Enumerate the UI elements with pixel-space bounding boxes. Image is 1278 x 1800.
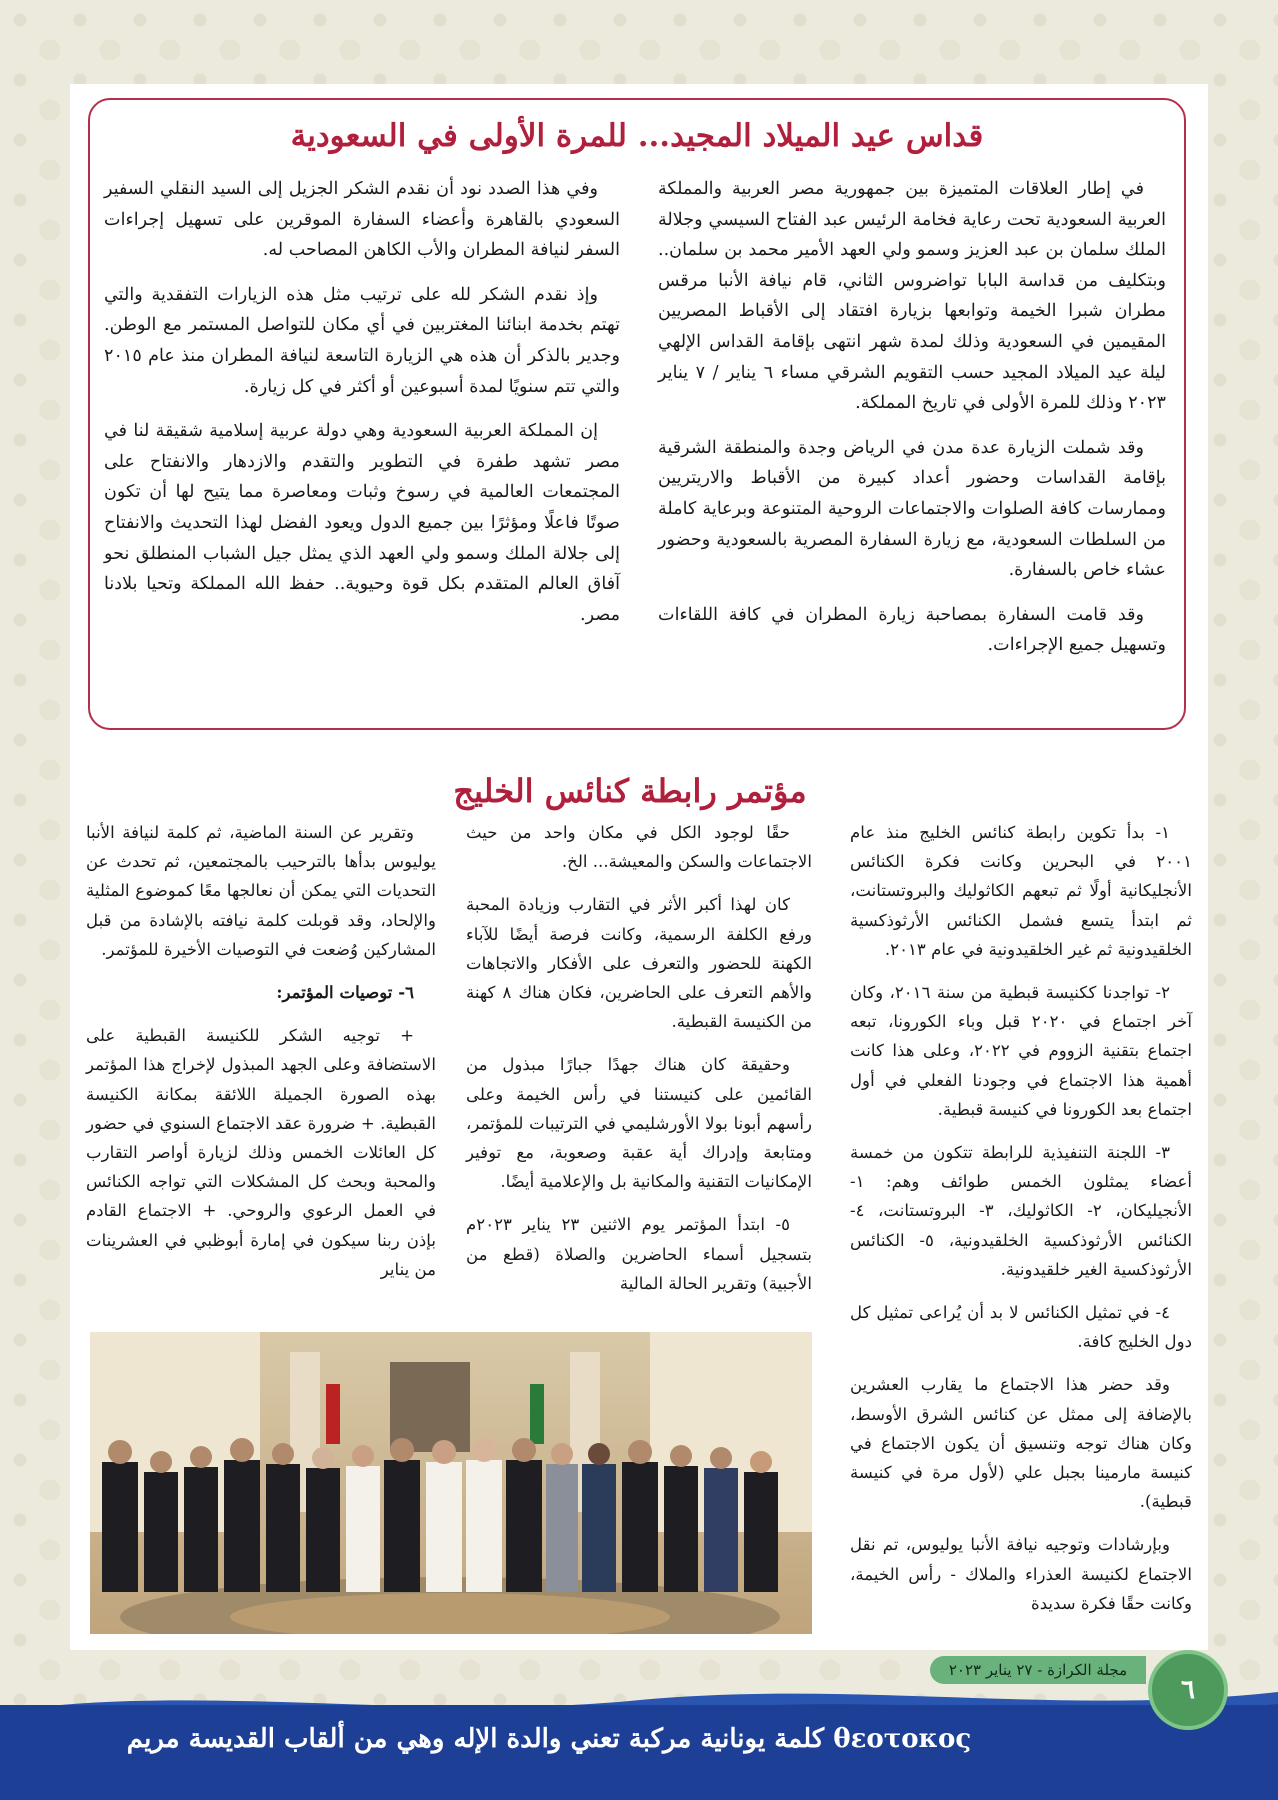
paragraph: كان لهذا أكبر الأثر في التقارب وزيادة المحبة ورفع الكلفة الرسمية، وكانت فرصة أيضًا للآباء الكهنة للحضور والتعرف على الأفكار والاتجاهات والأهم التعرف على الحاضرين، فكان هناك ٨ كهنة من الكنيسة القبطية.: [466, 895, 813, 1032]
article-column-right: [850, 818, 1192, 1632]
section-heading: ٦- توصيات المؤتمر:: [276, 982, 414, 1003]
paragraph: وبإرشادات وتوجيه نيافة الأنبا يوليوس، تم نقل الاجتماع لكنيسة العذراء والملاك - رأس الخيمة، وكانت حقًا فكرة سديدة: [850, 1535, 1192, 1613]
paragraph: + توجيه الشكر للكنيسة القبطية على الاستضافة وعلى الجهد المبذول لإخراج هذا المؤتمر بهذه الصورة الجميلة اللائقة بمكانة الكنيسة القبطية. + ضرورة عقد الاجتماع السنوي في حضور كل العائلات الخمس وذلك لزيارة أواصر التقارب والمحبة وبحث كل المشكلات التي تواجه الكنائس في العمل الرعوي والروحي. + الاجتماع القادم بإذن ربنا سيكون في إمارة أبوظبي في العشرينات من يناير: [86, 1026, 436, 1279]
article-title-gulf-churches: مؤتمر رابطة كنائس الخليج: [453, 772, 807, 810]
paragraph: ٣- اللجنة التنفيذية للرابطة تتكون من خمسة أعضاء يمثلون الخمس طوائف وهم: ١- الأنجيليكان، ٢- الكاثوليك، ٣- البروتستانت، ٤- الكنائس الأرثوذكسية الخلقيدونية، ٥- الكنائس الأرثوذكسية الغير خلقيدونية.: [850, 1143, 1192, 1279]
paragraph: ١- بدأ تكوين رابطة كنائس الخليج منذ عام ٢٠٠١ في البحرين وكانت فكرة الكنائس الأنجليكانية أولًا ثم تبعهم الكاثوليك والبروتستانت، ثم ابتدأ يتسع فشمل الكنائس الأرثوذكسية الخلقيدونية ثم غير الخلقيدونية في عام ٢٠١٣.: [850, 823, 1192, 959]
article-title: قداس عيد الميلاد المجيد... للمرة الأولى في السعودية: [290, 118, 984, 154]
footer-caption: θεοτοκος كلمة يونانية مركبة تعني والدة الإله وهي من ألقاب القديسة مريم: [126, 1724, 972, 1754]
article-column-middle: [466, 818, 812, 1312]
article-column-left: [86, 818, 436, 1298]
paragraph: في إطار العلاقات المتميزة بين جمهورية مصر العربية والمملكة العربية السعودية تحت رعاية فخامة الرئيس عبد الفتاح السيسي وجلالة الملك سلمان بن عبد العزيز وسمو ولي العهد الأمير محمد بن سلمان.. وبتكليف من قداسة البابا تواضروس الثاني، قام نيافة الأنبا مرقس مطران شبرا الخيمة وتوابعها بزيارة افتقاد إلى الأقباط المصريين المقيمين في السعودية وذلك لمدة شهر انتهى بإقامة القداس الإلهي ليلة عيد الميلاد المجيد حسب التقويم الشرقي مساء ٦ يناير / ٧ يناير ٢٠٢٣ وذلك للمرة الأولى في تاريخ المملكة.: [658, 179, 1166, 414]
article-column-right: [658, 174, 1166, 675]
paragraph: ٢- تواجدنا ككنيسة قبطية من سنة ٢٠١٦، وكان آخر اجتماع في ٢٠٢٠ قبل وباء الكورونا، تبعه اجتماع بتقنية الزووم في ٢٠٢٢، وعلى هذا كانت أهمية هذا الاجتماع في وجودنا الفعلي في أول اجتماع بعد الكورونا في كنيسة قبطية.: [850, 983, 1192, 1119]
paragraph: وحقيقة كان هناك جهدًا جبارًا مبذول من القائمين على كنيستنا في رأس الخيمة وعلى رأسهم أبونا بولا الأورشليمي في الترتيبات للمؤتمر، ومتابعة وإدراك أية عقبة وصعوبة، مع توفير الإمكانيات التقنية والمكانية بل والإعلامية أيضًا.: [466, 1055, 812, 1192]
paragraph: وتقرير عن السنة الماضية، ثم كلمة لنيافة الأنبا يوليوس بدأها بالترحيب بالمجتمعين، ثم تحدث عن التحديات التي يمكن أن نعالجها معًا كموضوع المثلية والإلحاد، وقد قوبلت كلمة نيافته بالإشادة من قبل المشاركين وُضعت في التوصيات الأخيرة للمؤتمر.: [86, 823, 436, 959]
issue-label: مجلة الكرازة - ٢٧ يناير ٢٠٢٣: [930, 1656, 1146, 1684]
paragraph: ٥- ابتدأ المؤتمر يوم الاثنين ٢٣ يناير ٢٠٢٣م بتسجيل أسماء الحاضرين والصلاة (قطع من الأجبية) وتقرير الحالة المالية: [466, 1215, 812, 1293]
paragraph: وقد شملت الزيارة عدة مدن في الرياض وجدة والمنطقة الشرقية بإقامة القداسات وحضور أعداد كبيرة من الأقباط والاريتريين وممارسات كافة الصلوات والاجتماعات الروحية المتنوعة وبرعاية كاملة من السلطات السعودية، مع زيارة السفارة المصرية بالسعودية وحضور عشاء خاص بالسفارة.: [658, 437, 1166, 581]
paragraph: إن المملكة العربية السعودية وهي دولة عربية إسلامية شقيقة لنا في مصر تشهد طفرة في التطوير والتقدم والازدهار والانفتاح على المجتمعات العالمية في رسوخ وثبات ومعاصرة مما يتيح لها أن تكون صوتًا فاعلًا ومؤثرًا بين جميع الدول ويعود الفضل لهذا التحديث والانفتاح إلى جلالة الملك وسمو ولي العهد الذي يمثل جيل الشباب المنطلق نحو آفاق العالم المتقدم بكل قوة وحيوية.. حفظ الله المملكة وتحيا بلادنا مصر.: [104, 421, 620, 625]
group-photo-illustration: [90, 1332, 812, 1634]
paragraph: وقد قامت السفارة بمصاحبة زيارة المطران في كافة اللقاءات وتسهيل جميع الإجراءات.: [658, 604, 1166, 656]
paragraph: وفي هذا الصدد نود أن نقدم الشكر الجزيل إلى السيد النقلي السفير السعودي بالقاهرة وأعضاء السفارة الموقرين على تسهيل إجراءات السفر لنيافة المطران والأب الكاهن المصاحب له.: [104, 179, 620, 261]
paragraph: وإذ نقدم الشكر لله على ترتيب مثل هذه الزيارات التفقدية والتي تهتم بخدمة ابنائنا المغتربين في أي مكان للتواصل المستمر مع الوطن. وجدير بالذكر أن هذه هي الزيارة التاسعة لنيافة المطران منذ عام ٢٠١٥ والتي تتم سنويًا لمدة أسبوعين أو أكثر في كل زيارة.: [104, 284, 620, 397]
paragraph: حقًا لوجود الكل في مكان واحد من حيث الاجتماعات والسكن والمعيشة... الخ.: [466, 823, 812, 872]
paragraph: وقد حضر هذا الاجتماع ما يقارب العشرين بالإضافة إلى ممثل عن كنائس الشرق الأوسط، وكان هناك توجه وتنسيق أن يكون الاجتماع في كنيسة مارمينا بجبل علي (لأول مرة في كنيسة قبطية).: [850, 1375, 1192, 1512]
paragraph: ٤- في تمثيل الكنائس لا بد أن يُراعى تمثيل كل دول الخليج كافة.: [850, 1303, 1192, 1352]
group-photo: [90, 1332, 812, 1634]
article-column-left: [104, 174, 620, 644]
article-box-christmas-mass: [88, 98, 1186, 730]
page-number: ٦: [1148, 1650, 1228, 1730]
